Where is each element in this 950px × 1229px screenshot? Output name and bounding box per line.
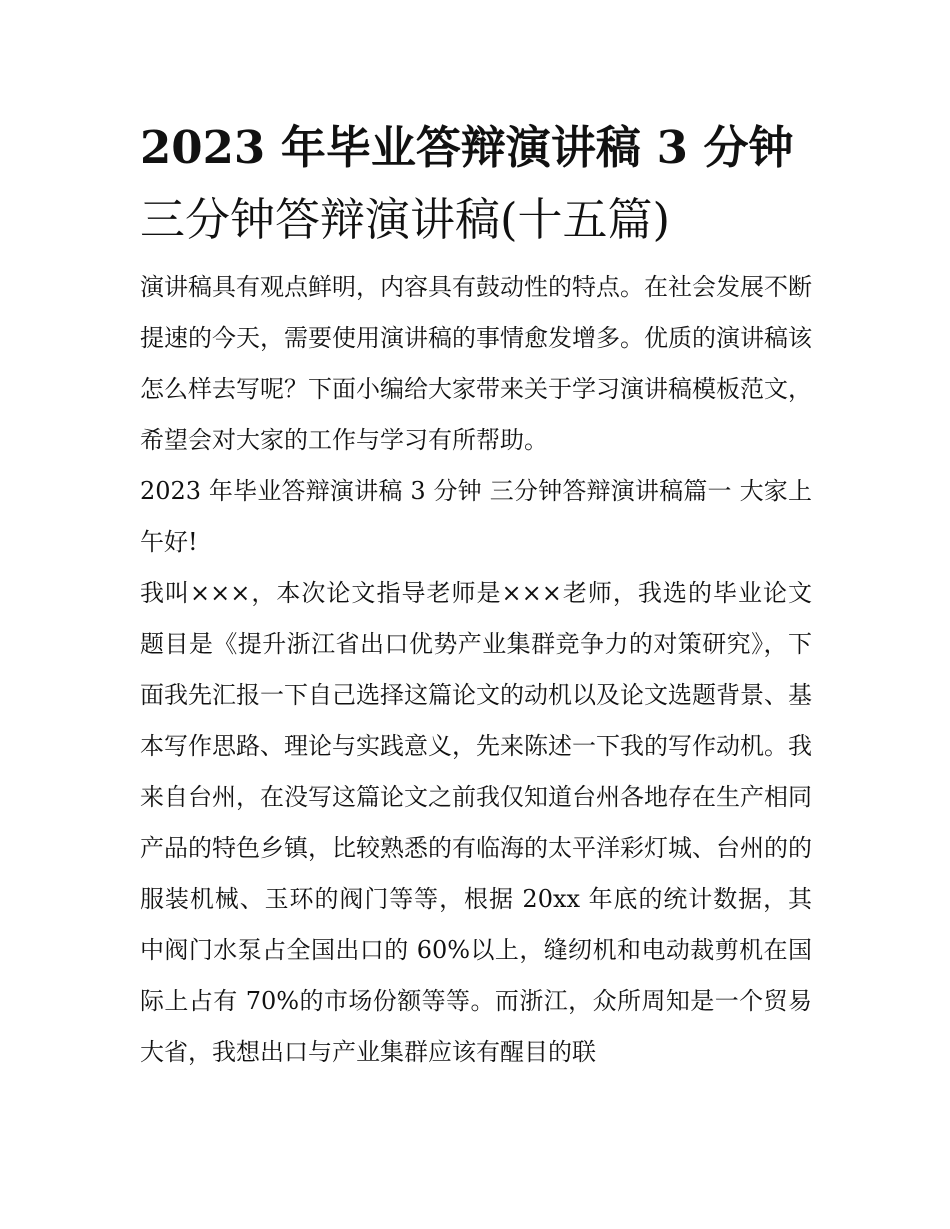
document-content: [140, 112, 812, 1078]
document-body: [140, 262, 812, 1078]
title-line-2: 三分钟答辩演讲稿(十五篇): [140, 193, 671, 246]
title-line-1: 2023 年毕业答辩演讲稿 3 分钟: [140, 121, 794, 174]
document-title: [140, 112, 812, 256]
intro-paragraph: 演讲稿具有观点鲜明，内容具有鼓动性的特点。在社会发展不断提速的今天，需要使用演讲稿的事情愈发增多。优质的演讲稿该怎么样去写呢？下面小编给大家带来关于学习演讲稿模板范文，希望会对大家的工作与学习有所帮助。: [140, 273, 812, 454]
section-heading-paragraph: 2023 年毕业答辩演讲稿 3 分钟 三分钟答辩演讲稿篇一 大家上午好!: [140, 477, 812, 556]
speech-paragraph: 我叫×××，本次论文指导老师是×××老师，我选的毕业论文题目是《提升浙江省出口优势产业集群竞争力的对策研究》，下面我先汇报一下自己选择这篇论文的动机以及论文选题背景、基本写作思路、理论与实践意义，先来陈述一下我的写作动机。我来自台州，在没写这篇论文之前我仅知道台州各地存在生产相同产品的特色乡镇，比较熟悉的有临海的太平洋彩灯城、台州的的服装机械、玉环的阀门等等，根据 20xx 年底的统计数据，其中阀门水泵占全国出口的 60%以上，缝纫机和电动裁剪机在国际上占有 70%的市场份额等等。而浙江，众所周知是一个贸易大省，我想出口与产业集群应该有醒目的联: [140, 579, 812, 1066]
